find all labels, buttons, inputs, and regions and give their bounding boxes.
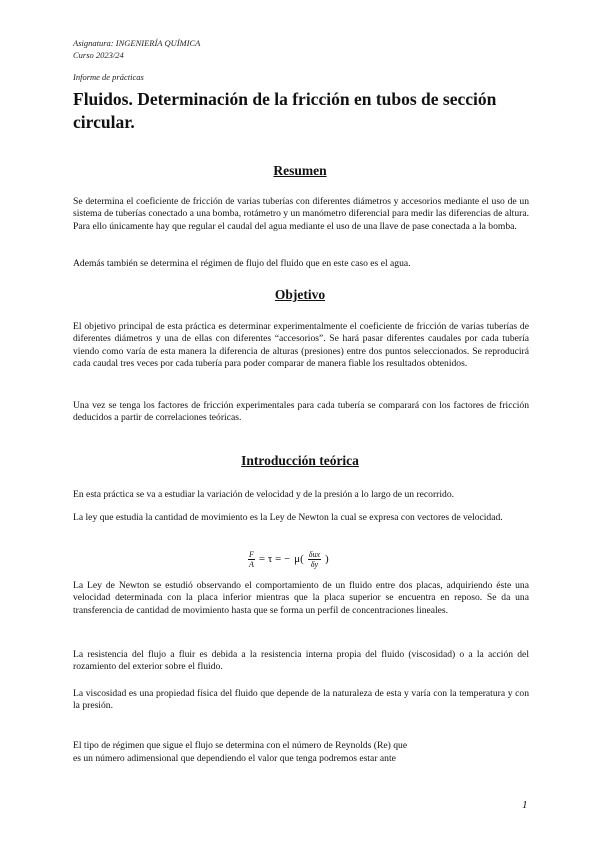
resumen-paragraph-2: Además también se determina el régimen de flujo del fluido que en este caso es el agua. xyxy=(73,258,411,269)
formula-close: ) xyxy=(325,553,329,565)
intro-paragraph-6-line-2: es un número adimensional que dependiendo el valor que tenga podremos estar ante xyxy=(73,753,396,764)
force-area-fraction: $\frac{F}{A}$ xyxy=(249,549,254,569)
intro-paragraph-6-line-1: El tipo de régimen que sigue el flujo se determina con el número de Reynolds (Re) que xyxy=(73,740,408,751)
formula-middle: = τ = − xyxy=(258,553,291,565)
intro-paragraph-3: La Ley de Newton se estudió observando el comportamiento de un fluido entre dos placas, adquiriendo éste una velocidad determinada con la placa inferior mientras que la placa superior se encuentra en reposo. Se da una transferencia de cantidad de movimiento hasta que se forma un perfil de concentraciones lineales. xyxy=(73,580,529,616)
velocity-gradient-fraction: $\frac{\text{δux}}{\delta y}$ xyxy=(308,549,321,569)
report-type-line: Informe de prácticas xyxy=(73,72,144,82)
intro-paragraph-5: La viscosidad es una propiedad física del fluido que depende de la naturaleza de esta y varía con la temperatura y con la presión. xyxy=(73,688,529,712)
newton-formula xyxy=(248,546,329,572)
formula-mu: μ( xyxy=(294,553,304,565)
intro-paragraph-2: La ley que estudia la cantidad de movimiento es la Ley de Newton la cual se expresa con vectores de velocidad. xyxy=(73,512,503,523)
objetivo-heading: Objetivo xyxy=(274,287,326,302)
resumen-heading: Resumen xyxy=(273,163,327,178)
intro-paragraph-1: En esta práctica se va a estudiar la variación de velocidad y de la presión a lo largo de un recorrido. xyxy=(73,489,455,500)
document-title: Fluidos. Determinación de la fricción en tubos de sección circular. xyxy=(73,89,497,132)
introduccion-heading: Introducción teórica xyxy=(241,453,359,468)
page-number: 1 xyxy=(522,799,528,811)
course-line: Curso 2023/24 xyxy=(73,50,124,60)
objetivo-paragraph-2: Una vez se tenga los factores de fricción experimentales para cada tubería se comparará con los factores de fricción deducidos a partir de correlaciones teóricas. xyxy=(73,400,529,424)
subject-line: Asignatura: INGENIERÍA QUÍMICA xyxy=(73,38,201,48)
intro-paragraph-4: La resistencia del flujo a fluir es debida a la resistencia interna propia del fluido (viscosidad) o a la acción del rozamiento del exterior sobre el fluido. xyxy=(73,649,529,673)
resumen-paragraph-1: Se determina el coeficiente de fricción de varias tuberías con diferentes diámetros y accesorios mediante el uso de un sistema de tuberías conectado a una bomba, rotámetro y un manómetro diferencial para medir las diferencias de altura. Para ello únicamente hay que regular el caudal del agua mediante el uso de una llave de pase conectada a la bomba. xyxy=(73,196,529,232)
objetivo-paragraph-1: El objetivo principal de esta práctica es determinar experimentalmente el coeficiente de fricción de varias tuberías de diferentes diámetros y una de ellas con diferentes “accesorios”. Se hará pasar diferentes caudales por cada tubería viendo como varía de esta manera la diferencia de alturas (presiones) entre dos puntos seleccionados. Se reproducirá cada caudal tres veces por cada tubería para poder comparar de manera fiable los resultados obtenidos. xyxy=(73,321,529,370)
